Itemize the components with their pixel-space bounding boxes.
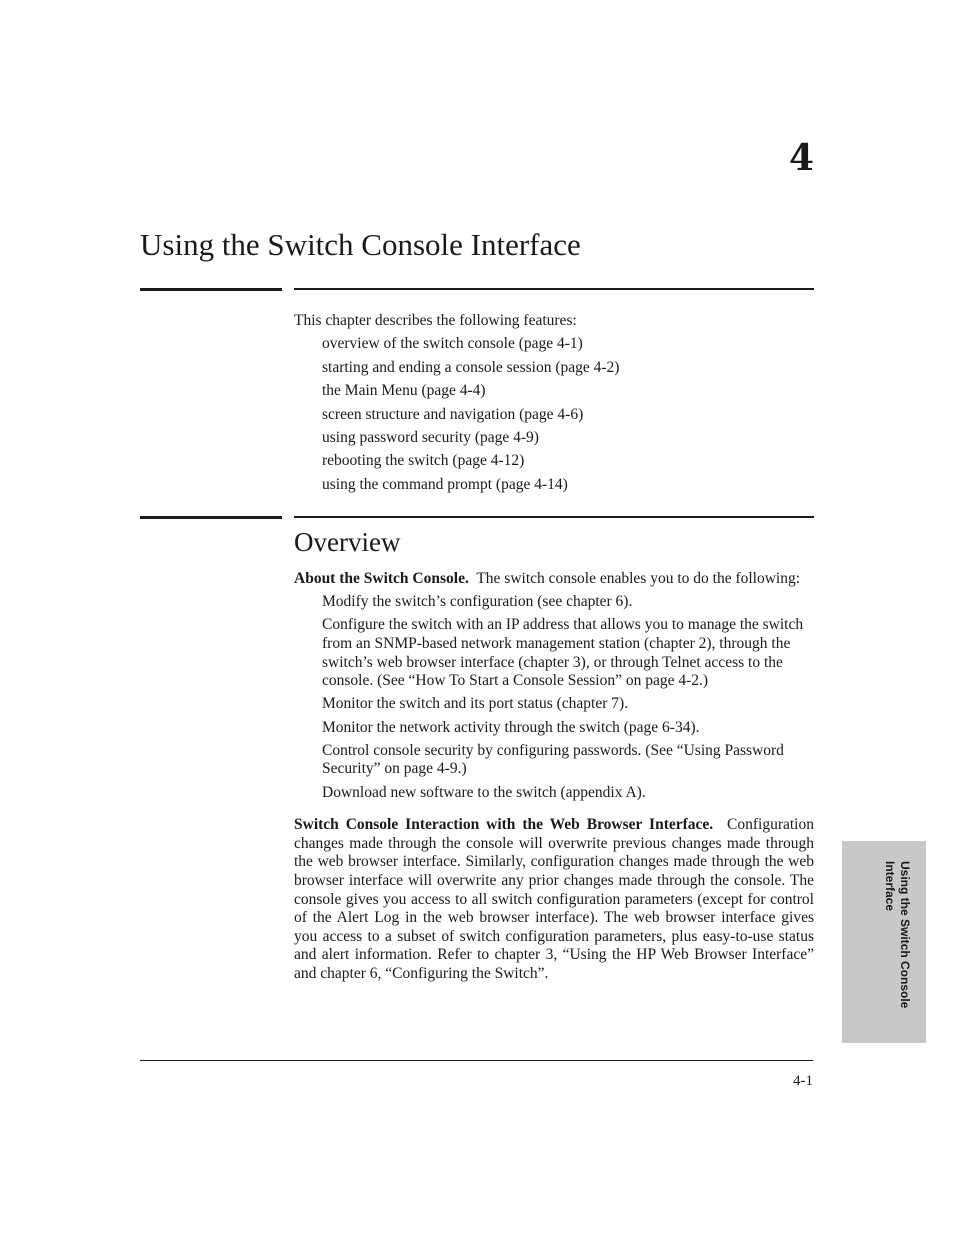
overview-rule-right xyxy=(294,516,814,518)
chapter-number: 4 xyxy=(788,137,814,179)
about-text: The switch console enables you to do the following: xyxy=(476,569,801,587)
chapter-title: Using the Switch Console Interface xyxy=(140,227,581,262)
overview-heading: Overview xyxy=(294,527,401,557)
feature-item: rebooting the switch (page 4-12) xyxy=(322,452,525,470)
intro-lead: This chapter describes the following features: xyxy=(294,312,577,329)
capability-item: Configure the switch with an IP address that allows you to manage the switch from an SNMP-based network management station (chapter 2), through the switch’s web browser interface (chapter 3), or through Telnet access to the console. (See “How To Start a Console Session” on page 4-2.) xyxy=(322,616,804,690)
overview-rule-left xyxy=(140,516,282,519)
page-number: 4-1 xyxy=(793,1073,813,1089)
chapter-side-tab xyxy=(842,841,926,1043)
feature-item: screen structure and navigation (page 4-6) xyxy=(322,405,584,423)
capability-item: Download new software to the switch (appendix A). xyxy=(322,783,646,801)
feature-item: the Main Menu (page 4-4) xyxy=(322,382,486,400)
about-runin-heading: About the Switch Console. xyxy=(294,569,469,587)
capability-item: Monitor the switch and its port status (chapter 7). xyxy=(322,695,629,713)
title-rule-right xyxy=(294,288,814,290)
feature-item: starting and ending a console session (page 4-2) xyxy=(322,358,620,376)
capability-item: Monitor the network activity through the switch (page 6-34). xyxy=(322,718,700,736)
capability-item: Control console security by configuring passwords. (See “Using Password Security” on page 4-9.) xyxy=(322,741,784,778)
intro-section xyxy=(294,312,814,499)
feature-item: overview of the switch console (page 4-1) xyxy=(322,335,583,353)
about-paragraph xyxy=(294,570,814,589)
feature-item: using the command prompt (page 4-14) xyxy=(322,475,568,493)
capability-item: Modify the switch’s configuration (see chapter 6). xyxy=(322,593,633,611)
footer-rule xyxy=(140,1060,813,1061)
interaction-paragraph xyxy=(294,816,814,983)
side-tab-label xyxy=(882,861,912,1021)
side-tab-line1: Using the Switch Console xyxy=(898,861,912,1009)
interaction-runin-heading: Switch Console Interaction with the Web Browser Interface. xyxy=(294,816,714,834)
side-tab-line2: Interface xyxy=(883,861,897,912)
feature-list xyxy=(294,335,814,494)
feature-item: using password security (page 4-9) xyxy=(322,428,539,446)
interaction-text: Configuration changes made through the console will overwrite previous changes made through the web browser interface. Similarly, configuration changes made through the web browser interface will overwrite any prior changes made through the console. The console gives you access to all switch configuration parameters (except for control of the Alert Log in the web browser interface). The web browser interface gives you access to a subset of switch configuration parameters, plus easy-to-use status and alert information. Refer to chapter 3, “Using the HP Web Browser Interface” and chapter 6, “Configuring the Switch”. xyxy=(294,816,814,982)
capability-list xyxy=(294,593,814,802)
overview-section xyxy=(294,528,814,984)
title-rule-left xyxy=(140,288,282,291)
